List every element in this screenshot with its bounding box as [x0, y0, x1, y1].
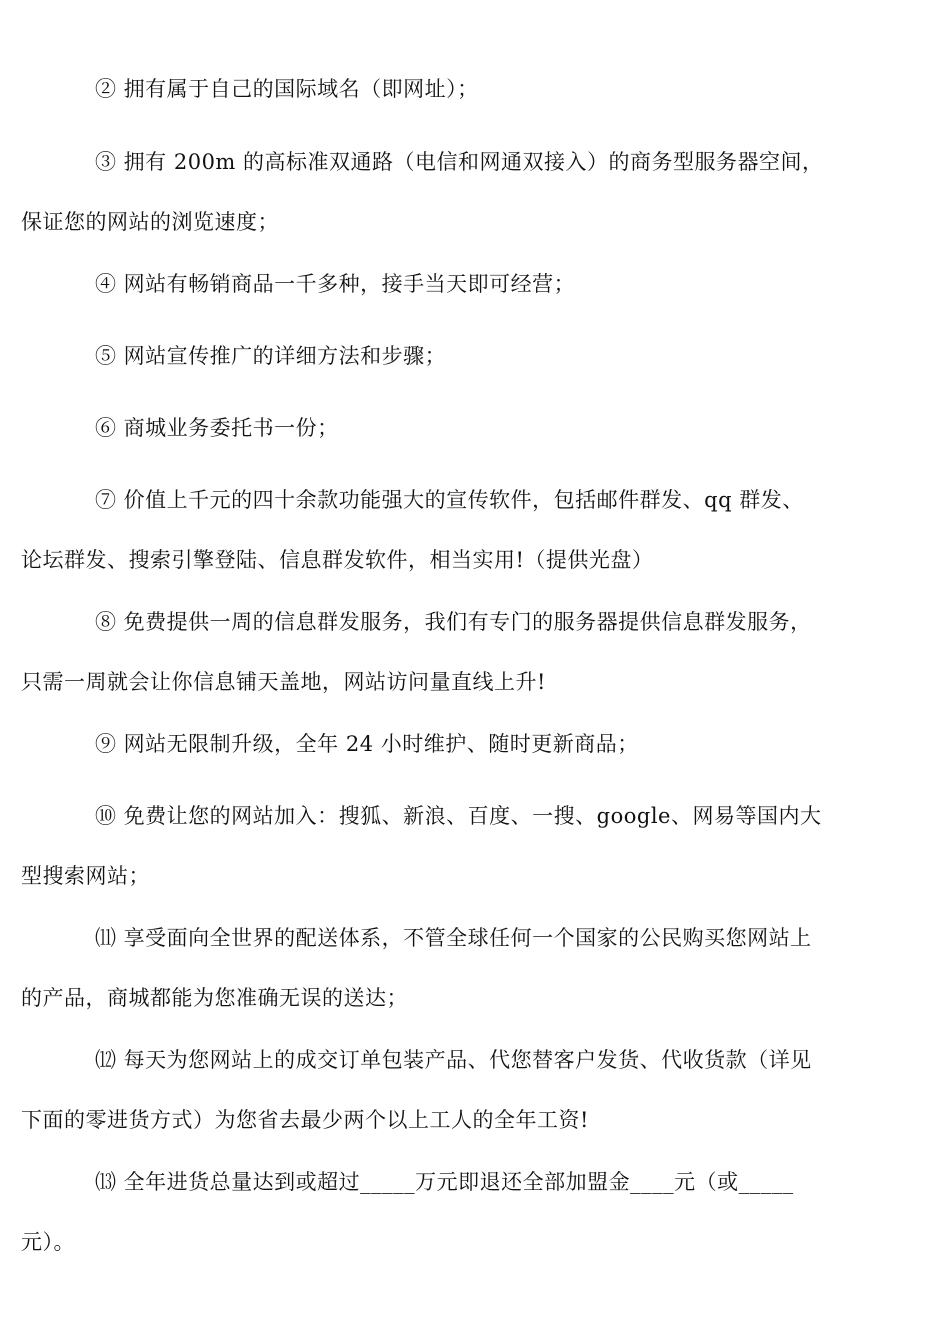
list-item: [21, 592, 890, 712]
item-line: 保证您的网站的浏览速度；: [21, 210, 279, 234]
list-item: [21, 132, 890, 252]
list-item: [58, 254, 890, 314]
item-line: ⑧ 免费提供一周的信息群发服务，我们有专门的服务器提供信息群发服务，: [95, 610, 812, 634]
item-line: ② 拥有属于自己的国际域名（即网址）；: [95, 77, 479, 101]
item-line: 的产品，商城都能为您准确无误的送达；: [21, 986, 408, 1010]
item-line: ⑤ 网站宣传推广的详细方法和步骤；: [95, 344, 447, 368]
list-item: [58, 59, 890, 119]
item-line: ⑿ 每天为您网站上的成交订单包装产品、代您替客户发货、代收货款（详见: [95, 1048, 812, 1072]
item-line: ⑾ 享受面向全世界的配送体系，不管全球任何一个国家的公民购买您网站上: [95, 926, 812, 950]
item-line: ⒀ 全年进货总量达到或超过_____万元即退还全部加盟金____元（或_____: [95, 1170, 794, 1194]
item-line: 下面的零进货方式）为您省去最少两个以上工人的全年工资!: [21, 1108, 589, 1132]
list-item: [58, 714, 890, 774]
list-item: [21, 786, 890, 906]
item-line: 论坛群发、搜索引擎登陆、信息群发软件，相当实用!（提供光盘）: [21, 548, 654, 572]
item-line: ⑥ 商城业务委托书一份；: [95, 416, 339, 440]
item-line: ⑨ 网站无限制升级，全年 24 小时维护、随时更新商品；: [95, 732, 639, 756]
list-item: [21, 908, 890, 1028]
item-line: 元）。: [21, 1230, 75, 1254]
list-item: [21, 470, 890, 590]
list-item: [21, 1030, 890, 1150]
item-line: ⑩ 免费让您的网站加入：搜狐、新浪、百度、一搜、google、网易等国内大: [95, 804, 822, 828]
item-line: ④ 网站有畅销商品一千多种，接手当天即可经营；: [95, 272, 576, 296]
item-line: ⑦ 价值上千元的四十余款功能强大的宣传软件，包括邮件群发、qq 群发、: [95, 488, 804, 512]
list-item: [58, 326, 890, 386]
item-line: ③ 拥有 200m 的高标准双通路（电信和网通双接入）的商务型服务器空间，: [95, 150, 824, 174]
list-item: [21, 1152, 890, 1272]
item-line: 只需一周就会让你信息铺天盖地，网站访问量直线上升!: [21, 670, 546, 694]
list-item: [58, 398, 890, 458]
item-line: 型搜索网站；: [21, 864, 150, 888]
